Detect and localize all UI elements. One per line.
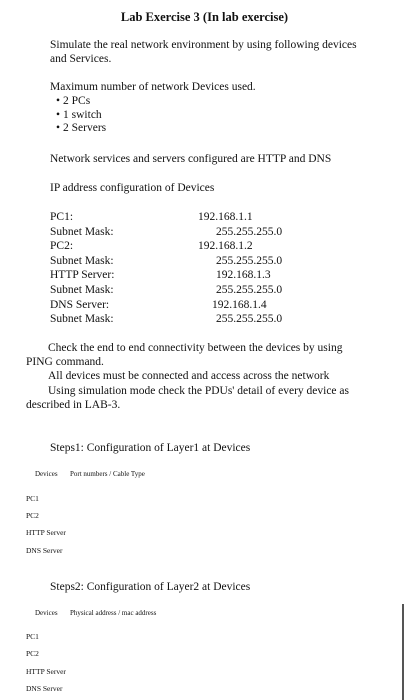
- list-item: • 1 switch: [56, 109, 106, 123]
- ip-heading: IP address configuration of Devices: [50, 182, 215, 194]
- steps1-row-pc1: PC1: [26, 494, 39, 503]
- steps1-col-devices: Devices: [35, 470, 58, 478]
- steps1-heading: Steps1: Configuration of Layer1 at Devices: [50, 442, 251, 454]
- steps2-col-devices: Devices: [35, 609, 58, 617]
- scrollbar[interactable]: [402, 604, 404, 700]
- check-line-1: Check the end to end connectivity between the devices by using: [48, 342, 343, 354]
- check-line-2: PING command.: [26, 356, 104, 368]
- all-devices-line: All devices must be connected and access across the network: [48, 370, 330, 382]
- ip-value-dns: 192.168.1.4: [212, 299, 267, 311]
- ip-label-pc2: PC2:: [50, 240, 74, 252]
- ip-value-mask-1: 255.255.255.0: [216, 226, 283, 238]
- ip-label-http: HTTP Server:: [50, 269, 115, 281]
- ip-value-mask-3: 255.255.255.0: [216, 284, 283, 296]
- steps2-heading: Steps2: Configuration of Layer2 at Devices: [50, 581, 251, 593]
- sim-line-1: Using simulation mode check the PDUs' detail of every device as: [48, 385, 349, 397]
- services-line: Network services and servers configured are HTTP and DNS: [50, 153, 332, 165]
- ip-label-mask-4: Subnet Mask:: [50, 313, 114, 325]
- steps2-row-pc1: PC1: [26, 632, 39, 641]
- ip-value-pc1: 192.168.1.1: [198, 211, 253, 223]
- ip-value-http: 192.168.1.3: [216, 269, 271, 281]
- ip-value-mask-4: 255.255.255.0: [216, 313, 283, 325]
- ip-label-mask-2: Subnet Mask:: [50, 255, 114, 267]
- steps2-row-pc2: PC2: [26, 649, 39, 658]
- page-title: Lab Exercise 3 (In lab exercise): [120, 10, 289, 24]
- ip-value-pc2: 192.168.1.2: [198, 240, 253, 252]
- ip-label-mask-1: Subnet Mask:: [50, 226, 114, 238]
- steps1-col-info: Port numbers / Cable Type: [70, 470, 145, 478]
- steps1-row-pc2: PC2: [26, 511, 39, 520]
- intro-line-1: Simulate the real network environment by using following devices: [50, 39, 357, 51]
- steps1-row-dns: DNS Server: [26, 546, 63, 555]
- intro-line-2: and Services.: [50, 53, 112, 65]
- ip-label-mask-3: Subnet Mask:: [50, 284, 114, 296]
- max-devices-label: Maximum number of network Devices used.: [50, 81, 256, 93]
- ip-label-pc1: PC1:: [50, 211, 74, 223]
- ip-label-dns: DNS Server:: [50, 299, 110, 311]
- steps1-row-http: HTTP Server: [26, 528, 66, 537]
- list-item: • 2 Servers: [56, 122, 106, 136]
- sim-line-2: described in LAB-3.: [26, 399, 121, 411]
- steps2-row-http: HTTP Server: [26, 667, 66, 676]
- steps2-row-dns: DNS Server: [26, 684, 63, 693]
- ip-value-mask-2: 255.255.255.0: [216, 255, 283, 267]
- list-item: • 2 PCs: [56, 95, 106, 109]
- devices-list: [56, 95, 106, 136]
- steps2-col-info: Physical address / mac address: [70, 609, 157, 617]
